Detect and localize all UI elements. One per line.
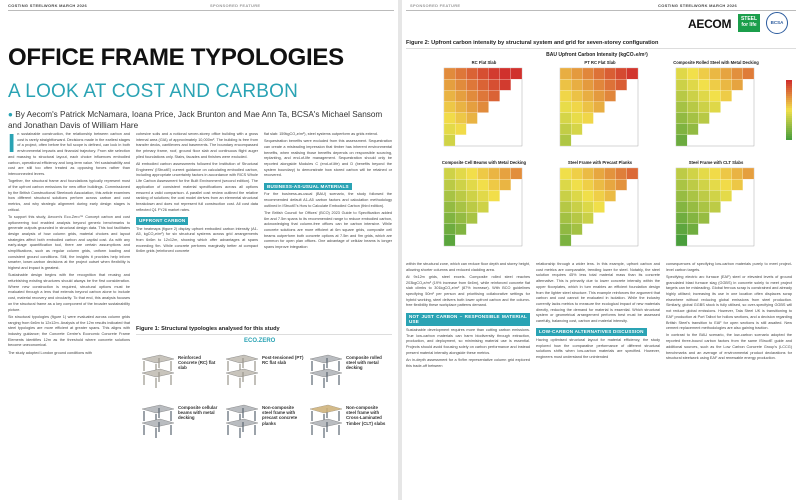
heatmap-cell <box>709 101 720 112</box>
heatmap-cell <box>444 101 455 112</box>
sponsored-label-left: SPONSORED FEATURE <box>210 3 261 8</box>
heatmap-cell <box>560 213 571 224</box>
heatmap-cell <box>489 168 500 179</box>
body-paragraph: relationship through a wider lens. In this example, upfront carbon and cost metrics are comparable, trending lower for steel. Notably, the steel solution requires 45% less total material mass than its concrete alternative. This is primarily due to lower concrete intensity within the upper floorplates, which in turn enables an efficient foundation design from the lighter steel structure. This example reinforces the argument that carbon and cost cannot be evaluated in isolation. While the industry currently lacks metrics to measure the ecological impact of new materials directly, reducing the demand for material is essential. Which structural system or geometrical arrangement performs best must be assessed carefully, balancing cost, carbon and material intensity. <box>536 262 660 324</box>
heatmap-cell <box>721 179 732 190</box>
heatmap-cell <box>477 79 488 90</box>
body-paragraph: All embodied carbon assessments followed the Institution of Structural Engineers' (IStructE) current guidance on calculating embodied carbon, including appropriate uncertainty factors in accordance with RICS Whole Life Carbon Assessment for the Built Environment (second edition). The application of consistent material specifications across all options ensured a valid comparison. A parallel cost review outlined the relative ranking of solutions; the cost model derives from an elemental structural breakdown and does not represent full construction cost. All cost data reflected Q1 FY26 market rates. <box>136 162 258 212</box>
heatmap-cell <box>511 68 522 79</box>
body-paragraph: cohesive soils and a notional seven-storey office building with a gross internal area (GIA) of approximately 10,000m². The building is free from transfer decks, cantilevers and basements. The boundary encompassed the primary frame, roof, ground floor slab and continuous flight auger piled foundations only. Stairs, facades and finishes were excluded. <box>136 132 258 159</box>
heatmap-cell <box>676 224 687 235</box>
heatmap-cell <box>743 168 754 179</box>
heatmap-cell <box>455 79 466 90</box>
heatmap-cell <box>466 68 477 79</box>
heatmap-cell <box>511 168 522 179</box>
heatmap-cell <box>582 101 593 112</box>
typology-frame-icon <box>138 399 176 439</box>
heatmap-panel <box>666 60 766 156</box>
heatmap-cell <box>455 124 466 135</box>
typology-tile <box>138 397 218 443</box>
heatmap-cell <box>676 213 687 224</box>
lead-paragraph: In sustainable construction, the relationship between carbon and cost is rarely straightforward. Decisions made in the earliest stages of a project, often before the full scope is defined, can lock in both environmental impacts and financial trajectory. From site selection and massing to structural layout, each choice influences embodied carbon, operational efficiency and long-term value. Yet sustainability and cost are still too often treated as opposing forces rather than interconnected levers. <box>8 128 130 176</box>
heatmap-cell <box>709 190 720 201</box>
right-column-1 <box>406 262 530 371</box>
typology-frame-icon <box>306 399 344 439</box>
heatmap-cell <box>571 113 582 124</box>
heatmap-plot <box>550 66 642 154</box>
heatmap-cell <box>676 90 687 101</box>
heatmap-cell <box>560 90 571 101</box>
heatmap-cell <box>687 168 698 179</box>
heatmap-cell <box>593 179 604 190</box>
right-page <box>402 0 800 500</box>
heatmap-cell <box>444 90 455 101</box>
heatmap-cell <box>466 201 477 212</box>
heatmap-cell <box>698 168 709 179</box>
heatmap-cell <box>571 201 582 212</box>
heatmap-cell <box>560 235 571 246</box>
heatmap-plot <box>434 66 526 154</box>
body-paragraph: Six structural typologies (figure 1) were evaluated across column grids ranging from 6x6m to 12x12m. Analysis of the 12m results indicated that steel typologies are more efficient at greater spans. This aligns with industry guidance; the Concrete Centre's Economic Concrete Frame Elements identifies 12m as the threshold where concrete solutions become uneconomical. <box>8 314 130 348</box>
heatmap-cell <box>466 113 477 124</box>
heatmap-title: Composite Cell Beams with Metal Decking <box>441 160 527 165</box>
heatmap-cell <box>616 179 627 190</box>
bcsa-logo: BCSA <box>766 12 788 34</box>
typology-label: Post-tensioned (PT) RC flat slab <box>262 355 304 366</box>
running-head-left: COSTING STEELWORK MARCH 2026 <box>8 3 88 8</box>
heatmap-title: RC Flat Slab <box>471 60 497 65</box>
heatmap-cell <box>477 90 488 101</box>
heatmap-cell <box>605 190 616 201</box>
heatmap-panel <box>550 160 650 256</box>
heatmap-cell <box>571 179 582 190</box>
heatmap-cell <box>466 79 477 90</box>
heatmap-cell <box>743 68 754 79</box>
heatmap-cell <box>698 79 709 90</box>
heatmap-cell <box>593 201 604 212</box>
heatmap-cell <box>721 68 732 79</box>
heatmap-cell <box>500 168 511 179</box>
heatmap-plot <box>434 166 526 254</box>
heatmap-plot <box>550 166 642 254</box>
heatmap-cell <box>593 79 604 90</box>
typology-label: Composite cellular beams with metal decking <box>178 405 218 421</box>
heatmap-cell <box>709 201 720 212</box>
article-subtitle: A LOOK AT COST AND CARBON <box>8 81 299 102</box>
byline <box>8 109 394 131</box>
typology-tile <box>222 347 302 393</box>
heatmap-cell <box>571 101 582 112</box>
heatmap-cell <box>605 179 616 190</box>
heatmap-cell <box>698 213 709 224</box>
heatmap-cell <box>582 179 593 190</box>
heatmap-cell <box>455 224 466 235</box>
heatmap-cell <box>732 68 743 79</box>
heatmap-cell <box>676 190 687 201</box>
heatmap-cell <box>582 190 593 201</box>
heatmap-cell <box>477 168 488 179</box>
heatmap-cell <box>489 179 500 190</box>
header-rule <box>406 10 796 11</box>
heatmap-cell <box>676 179 687 190</box>
heatmap-cell <box>477 179 488 190</box>
heatmap-cell <box>455 201 466 212</box>
heatmap-cell <box>616 79 627 90</box>
heatmap-cell <box>687 124 698 135</box>
heatmap-cell <box>593 168 604 179</box>
typology-tile <box>306 397 386 443</box>
heatmap-cell <box>676 79 687 90</box>
heatmap-cell <box>605 90 616 101</box>
drop-cap: I <box>8 128 16 158</box>
heatmap-panel <box>550 60 650 156</box>
heatmap-cell <box>477 68 488 79</box>
heatmap-cell <box>444 168 455 179</box>
heatmap-cell <box>571 124 582 135</box>
heatmap-cell <box>687 113 698 124</box>
heatmap-cell <box>687 213 698 224</box>
heatmap-cell <box>676 201 687 212</box>
heatmap-cell <box>444 224 455 235</box>
body-paragraph: Together, the structural frame and foundations typically represent most of the upfront carbon emissions for new office buildings. Commissioned by the British Constructional Steelwork Association, this article examines how different structural solutions perform across carbon and cost metrics, and why strategic alignment during early design stages is critical. <box>8 179 130 212</box>
heatmap-cell <box>444 113 455 124</box>
heatmap-cell <box>627 168 638 179</box>
heatmap-cell <box>560 124 571 135</box>
heatmap-cell <box>698 179 709 190</box>
heatmap-cell <box>444 213 455 224</box>
heatmap-title: Composite Rolled Steel with Metal Decking <box>673 60 759 65</box>
heatmap-cell <box>709 179 720 190</box>
heatmap-cell <box>560 101 571 112</box>
typology-label: Composite rolled steel with metal decking <box>346 355 382 371</box>
heatmap-cell <box>571 190 582 201</box>
heatmap-cell <box>627 68 638 79</box>
typology-tile <box>138 347 218 393</box>
heatmap-cell <box>560 179 571 190</box>
body-paragraph: consequences of specifying low-carbon materials purely to meet project-level carbon targets. <box>666 262 792 272</box>
heatmap-plot <box>666 66 758 154</box>
left-page <box>0 0 398 500</box>
left-column-3 <box>264 132 392 252</box>
heatmap-cell <box>709 68 720 79</box>
body-paragraph: within the structural zone, which can reduce floor depth and storey height, allowing shorter columns and reduced cladding area. <box>406 262 530 272</box>
section-heading: LOW-CARBON ALTERNATIVES DISCUSSION <box>536 328 647 336</box>
heatmap-cell <box>687 190 698 201</box>
body-paragraph: In contrast to the BAU scenario, the low-carbon scenario adopted the reported three-bound carbon factors from the same IStructE guide and additional sources, such as the Low Carbon Concrete Group's (LCCG) benchmarks and an average of environmental product declarations for structural steelwork using EAF and renewable energy production. <box>666 333 792 361</box>
aecom-logo: AECOM <box>688 17 732 31</box>
header-rule <box>8 10 394 11</box>
heatmap-cell <box>571 79 582 90</box>
heatmap-cell <box>444 68 455 79</box>
heatmap-cell <box>466 90 477 101</box>
typology-tile <box>306 347 386 393</box>
heatmap-cell <box>571 168 582 179</box>
heatmap-cell <box>616 68 627 79</box>
heatmap-cell <box>455 68 466 79</box>
body-paragraph: To support this study, Aecom's Eco.Zero™ Concept carbon and cost optioneering tool enabled analysis beyond generic benchmarks to generate outputs grounded in structural design data. This tool facilitates design analysis of how column grids, material choices and layout strategies affect both embodied carbon and capital cost. As with any early-stage quantification tool, there are certain assumptions and simplifications, such as regular column grids, uniform loading and consistent ground conditions. Still, the insights it provides help inform smarter, lower-carbon decisions at the project outset when flexibility is highest and impact is greatest. <box>8 214 130 271</box>
heatmap-cell <box>593 68 604 79</box>
heatmap-cell <box>455 190 466 201</box>
body-paragraph: The heatmaps (figure 2) display upfront embodied carbon intensity (A1-A5, kgCO₂e/m²) for six structural systems across grid arrangements from 6x6m to 12x12m, showing which offer advantages at spans exceeding 9m. While concrete performs marginally better at compact 6x6m grids (reinforced concrete <box>136 226 258 254</box>
heatmap-cell <box>477 101 488 112</box>
heatmap-cell <box>698 201 709 212</box>
figure-2-caption: Figure 2: Upfront carbon intensity by structural system and grid for seven-storey configuration <box>406 40 659 46</box>
body-paragraph: Specifying electric arc furnace (EAF) steel or elevated levels of ground granulated blast furnace slag (GGBS) in concrete solely to meet project targets can be misleading. Global ferrous scrap is constrained and already highly utilised; increasing its use in one location often displaces scrap elsewhere without reducing global emissions from steel production. Similarly, global GGBS stock is fully utilised, so over-specifying GGBS will not reduce global emissions. However, Tata Steel UK is transitioning to EAF production at Port Talbot for hollow sections, and a decision regarding British Steel's transition to EAF for open sections is still awaited. New cement replacement methodologies are also gaining traction. <box>666 274 792 331</box>
heatmap-cell <box>466 190 477 201</box>
heatmap-cell <box>444 79 455 90</box>
heatmap-cell <box>582 68 593 79</box>
heatmap-cell <box>687 79 698 90</box>
heatmap-cell <box>687 201 698 212</box>
heatmap-cell <box>582 213 593 224</box>
sponsored-label-right: SPONSORED FEATURE <box>410 3 461 8</box>
typology-frame-icon <box>222 349 260 389</box>
heatmap-cell <box>571 224 582 235</box>
heatmap-title: Steel Frame with Precast Planks <box>567 160 633 165</box>
heatmap-cell <box>444 235 455 246</box>
heatmap-panel <box>434 160 534 256</box>
heatmap-cell <box>698 113 709 124</box>
heatmap-cell <box>605 79 616 90</box>
heatmap-cell <box>444 124 455 135</box>
figure-2-rule <box>406 48 796 49</box>
heatmap-cell <box>721 168 732 179</box>
body-paragraph: Having optimised structural layout for material efficiency, the study explored how the comparative performance of different structural solutions shifts when low-carbon materials are specified. However, engineers must understand the unintended <box>536 337 660 360</box>
heatmap-cell <box>455 179 466 190</box>
section-heading: NOT JUST CARBON – RESPONSIBLE MATERIAL USE <box>406 313 530 326</box>
right-column-2 <box>536 262 660 362</box>
heatmap-color-legend <box>786 80 794 140</box>
heatmap-cell <box>466 179 477 190</box>
heatmap-cell <box>560 190 571 201</box>
heatmap-cell <box>582 79 593 90</box>
heatmap-cell <box>676 101 687 112</box>
heatmap-cell <box>489 90 500 101</box>
typology-frame-icon <box>306 349 344 389</box>
heatmap-cell <box>616 168 627 179</box>
heatmap-cell <box>560 168 571 179</box>
heatmap-cell <box>444 190 455 201</box>
heatmap-cell <box>560 224 571 235</box>
figure-1 <box>136 334 392 452</box>
heatmap-cell <box>687 101 698 112</box>
figure-1-caption: Figure 1: Structural typologies analysed for this study <box>136 326 280 332</box>
heatmap-title: Steel Frame with CLT Slabs <box>688 160 744 165</box>
heatmap-cell <box>477 201 488 212</box>
section-heading: UPFRONT CARBON <box>136 217 188 225</box>
heatmap-cell <box>698 90 709 101</box>
body-paragraph: The British Council for Offices' (BCO) 2023 Guide to Specification added 6m and 7.5m spans to its recommended range to reduce embodied carbon, acknowledging that column-free offices can be carbon intensive. While concrete solutions are more efficient at 6m square grids, composite cell beams outperform both concrete options at 7.5m and 9m grids, which are common for open plan offices. One advantage of cellular beams is longer spans improve integration <box>264 210 392 250</box>
heatmap-cell <box>687 179 698 190</box>
heatmap-panel <box>666 160 766 256</box>
heatmap-cell <box>687 68 698 79</box>
heatmap-cell <box>455 213 466 224</box>
heatmap-cell <box>489 68 500 79</box>
heatmap-cell <box>721 79 732 90</box>
heatmap-cell <box>721 90 732 101</box>
body-paragraph: flat slab: 159kgCO₂e/m²), steel systems outperform as grids extend. <box>264 132 378 136</box>
body-paragraph: For the business-as-usual (BAU) scenario, the study followed the recommended default A1-A5 carbon factors and calculation methodology outlined in IStructE's How to Calculate Embodied Carbon (third edition). <box>264 192 392 208</box>
heatmap-cell <box>698 68 709 79</box>
body-paragraph: Sustainable development requires more than cutting carbon emissions. True low-carbon materials can harm biodiversity through extraction, production, and deployment, so minimising material use is essential. Projects should avoid focusing solely on carbon performance and instead present material intensity alongside these metrics. <box>406 328 530 355</box>
heatmap-cell <box>709 90 720 101</box>
heatmap-cell <box>560 201 571 212</box>
heatmap-cell <box>732 179 743 190</box>
body-paragraph: Sequestration benefits were excluded from this assessment. Sequestration can create a misleading impression that timber has inherent environmental benefits, when realising those benefits depends on responsible sourcing, replanting, and end-of-life management. Sequestration should only be reported alongside Modules C (end-of-life) and D (benefits beyond the system boundary) to demonstrate how stored carbon will be retained or recovered. <box>264 139 392 178</box>
body-paragraph: At 9x12m grids, steel excels. Composite rolled steel reaches 203kgCO₂e/m² (19% increase from 6x6m), while reinforced concrete flat slab climbs to 301kgCO₂e/m² (87% increase). With BCO guidelines specifying 50m² per person and prioritising collaborative settings for hybrid working, steel delivers both lower upfront carbon and the column-free flexibility these workplace patterns demand. <box>406 274 530 308</box>
heatmap-cell <box>444 201 455 212</box>
heatmap-cell <box>676 135 687 146</box>
heatmap-cell <box>444 179 455 190</box>
heatmap-cell <box>605 168 616 179</box>
steel-for-life-logo: STEEL for life <box>738 14 760 32</box>
figure-2-main-title: BAU Upfront Carbon Intensity (kgCO₂e/m²) <box>546 52 648 58</box>
typology-label: Non-composite steel frame with precast concrete planks <box>262 405 298 426</box>
heatmap-cell <box>582 168 593 179</box>
heatmap-cell <box>477 190 488 201</box>
typology-frame-icon <box>222 399 260 439</box>
heatmap-cell <box>466 101 477 112</box>
typology-label: Reinforced Concrete (RC) flat slab <box>178 355 216 371</box>
heatmap-cell <box>593 90 604 101</box>
heatmap-cell <box>582 201 593 212</box>
heatmap-cell <box>466 168 477 179</box>
heatmap-cell <box>709 168 720 179</box>
heatmap-cell <box>687 90 698 101</box>
heatmap-cell <box>444 135 455 146</box>
heatmap-cell <box>571 213 582 224</box>
heatmap-cell <box>593 101 604 112</box>
running-head-right: COSTING STEELWORK MARCH 2026 <box>658 3 738 8</box>
heatmap-cell <box>489 79 500 90</box>
heatmap-cell <box>582 113 593 124</box>
heatmap-cell <box>489 190 500 201</box>
heatmap-cell <box>698 101 709 112</box>
heatmap-cell <box>676 124 687 135</box>
heatmap-cell <box>455 168 466 179</box>
heatmap-panel <box>434 60 534 156</box>
heatmap-cell <box>676 235 687 246</box>
left-column-2 <box>136 132 258 257</box>
heatmap-cell <box>605 68 616 79</box>
heatmap-cell <box>560 113 571 124</box>
heatmap-plot <box>666 166 758 254</box>
heatmap-cell <box>709 79 720 90</box>
heatmap-cell <box>676 113 687 124</box>
heatmap-cell <box>687 224 698 235</box>
heatmap-cell <box>676 68 687 79</box>
heatmap-cell <box>721 190 732 201</box>
heatmap-cell <box>455 90 466 101</box>
heatmap-cell <box>500 68 511 79</box>
typology-tile <box>222 397 302 443</box>
heatmap-cell <box>455 113 466 124</box>
heatmap-cell <box>732 168 743 179</box>
byline-text: By Aecom's Patrick McNamara, Ioana Price, Jack Brunton and Mae Ann Ta, BCSA's Michael Sansom and Jonathan Davis of William Hare <box>8 110 383 130</box>
heatmap-cell <box>571 90 582 101</box>
heatmap-cell <box>593 190 604 201</box>
heatmap-cell <box>698 190 709 201</box>
heatmap-cell <box>582 90 593 101</box>
eco-zero-badge: ECO.ZERO <box>244 338 276 344</box>
body-paragraph: An in-depth assessment for a 9x9m representative column grid explored this trade-off between <box>406 358 530 368</box>
heatmap-cell <box>676 168 687 179</box>
heatmap-cell <box>500 179 511 190</box>
heatmap-cell <box>500 79 511 90</box>
article-title: OFFICE FRAME TYPOLOGIES <box>8 44 344 71</box>
heatmap-cell <box>571 68 582 79</box>
heatmap-title: PT RC Flat Slab <box>584 60 616 65</box>
left-column-1 <box>8 128 130 358</box>
typology-label: Non-composite steel frame with Cross-Laminated Timber (CLT) slabs <box>346 405 386 426</box>
body-paragraph: The study adopted London ground conditions with <box>8 350 93 355</box>
section-heading: BUSINESS-AS-USUAL MATERIALS <box>264 183 352 191</box>
body-paragraph: Sustainable design begins with the recognition that reusing and refurbishing existing structures should always be the first consideration. Where new construction is required, structural options must be evaluated through a lens that extends beyond carbon alone to include cost, material recovery and circularity. To that end, this analysis focuses on the structural frame as a key component of the broader sustainability picture. <box>8 273 130 312</box>
byline-bullet-icon: ● <box>8 110 16 119</box>
heatmap-cell <box>732 79 743 90</box>
heatmap-cell <box>560 79 571 90</box>
heatmap-cell <box>466 213 477 224</box>
typology-frame-icon <box>138 349 176 389</box>
heatmap-cell <box>455 101 466 112</box>
heatmap-cell <box>560 68 571 79</box>
heatmap-cell <box>560 135 571 146</box>
right-column-3 <box>666 262 792 363</box>
